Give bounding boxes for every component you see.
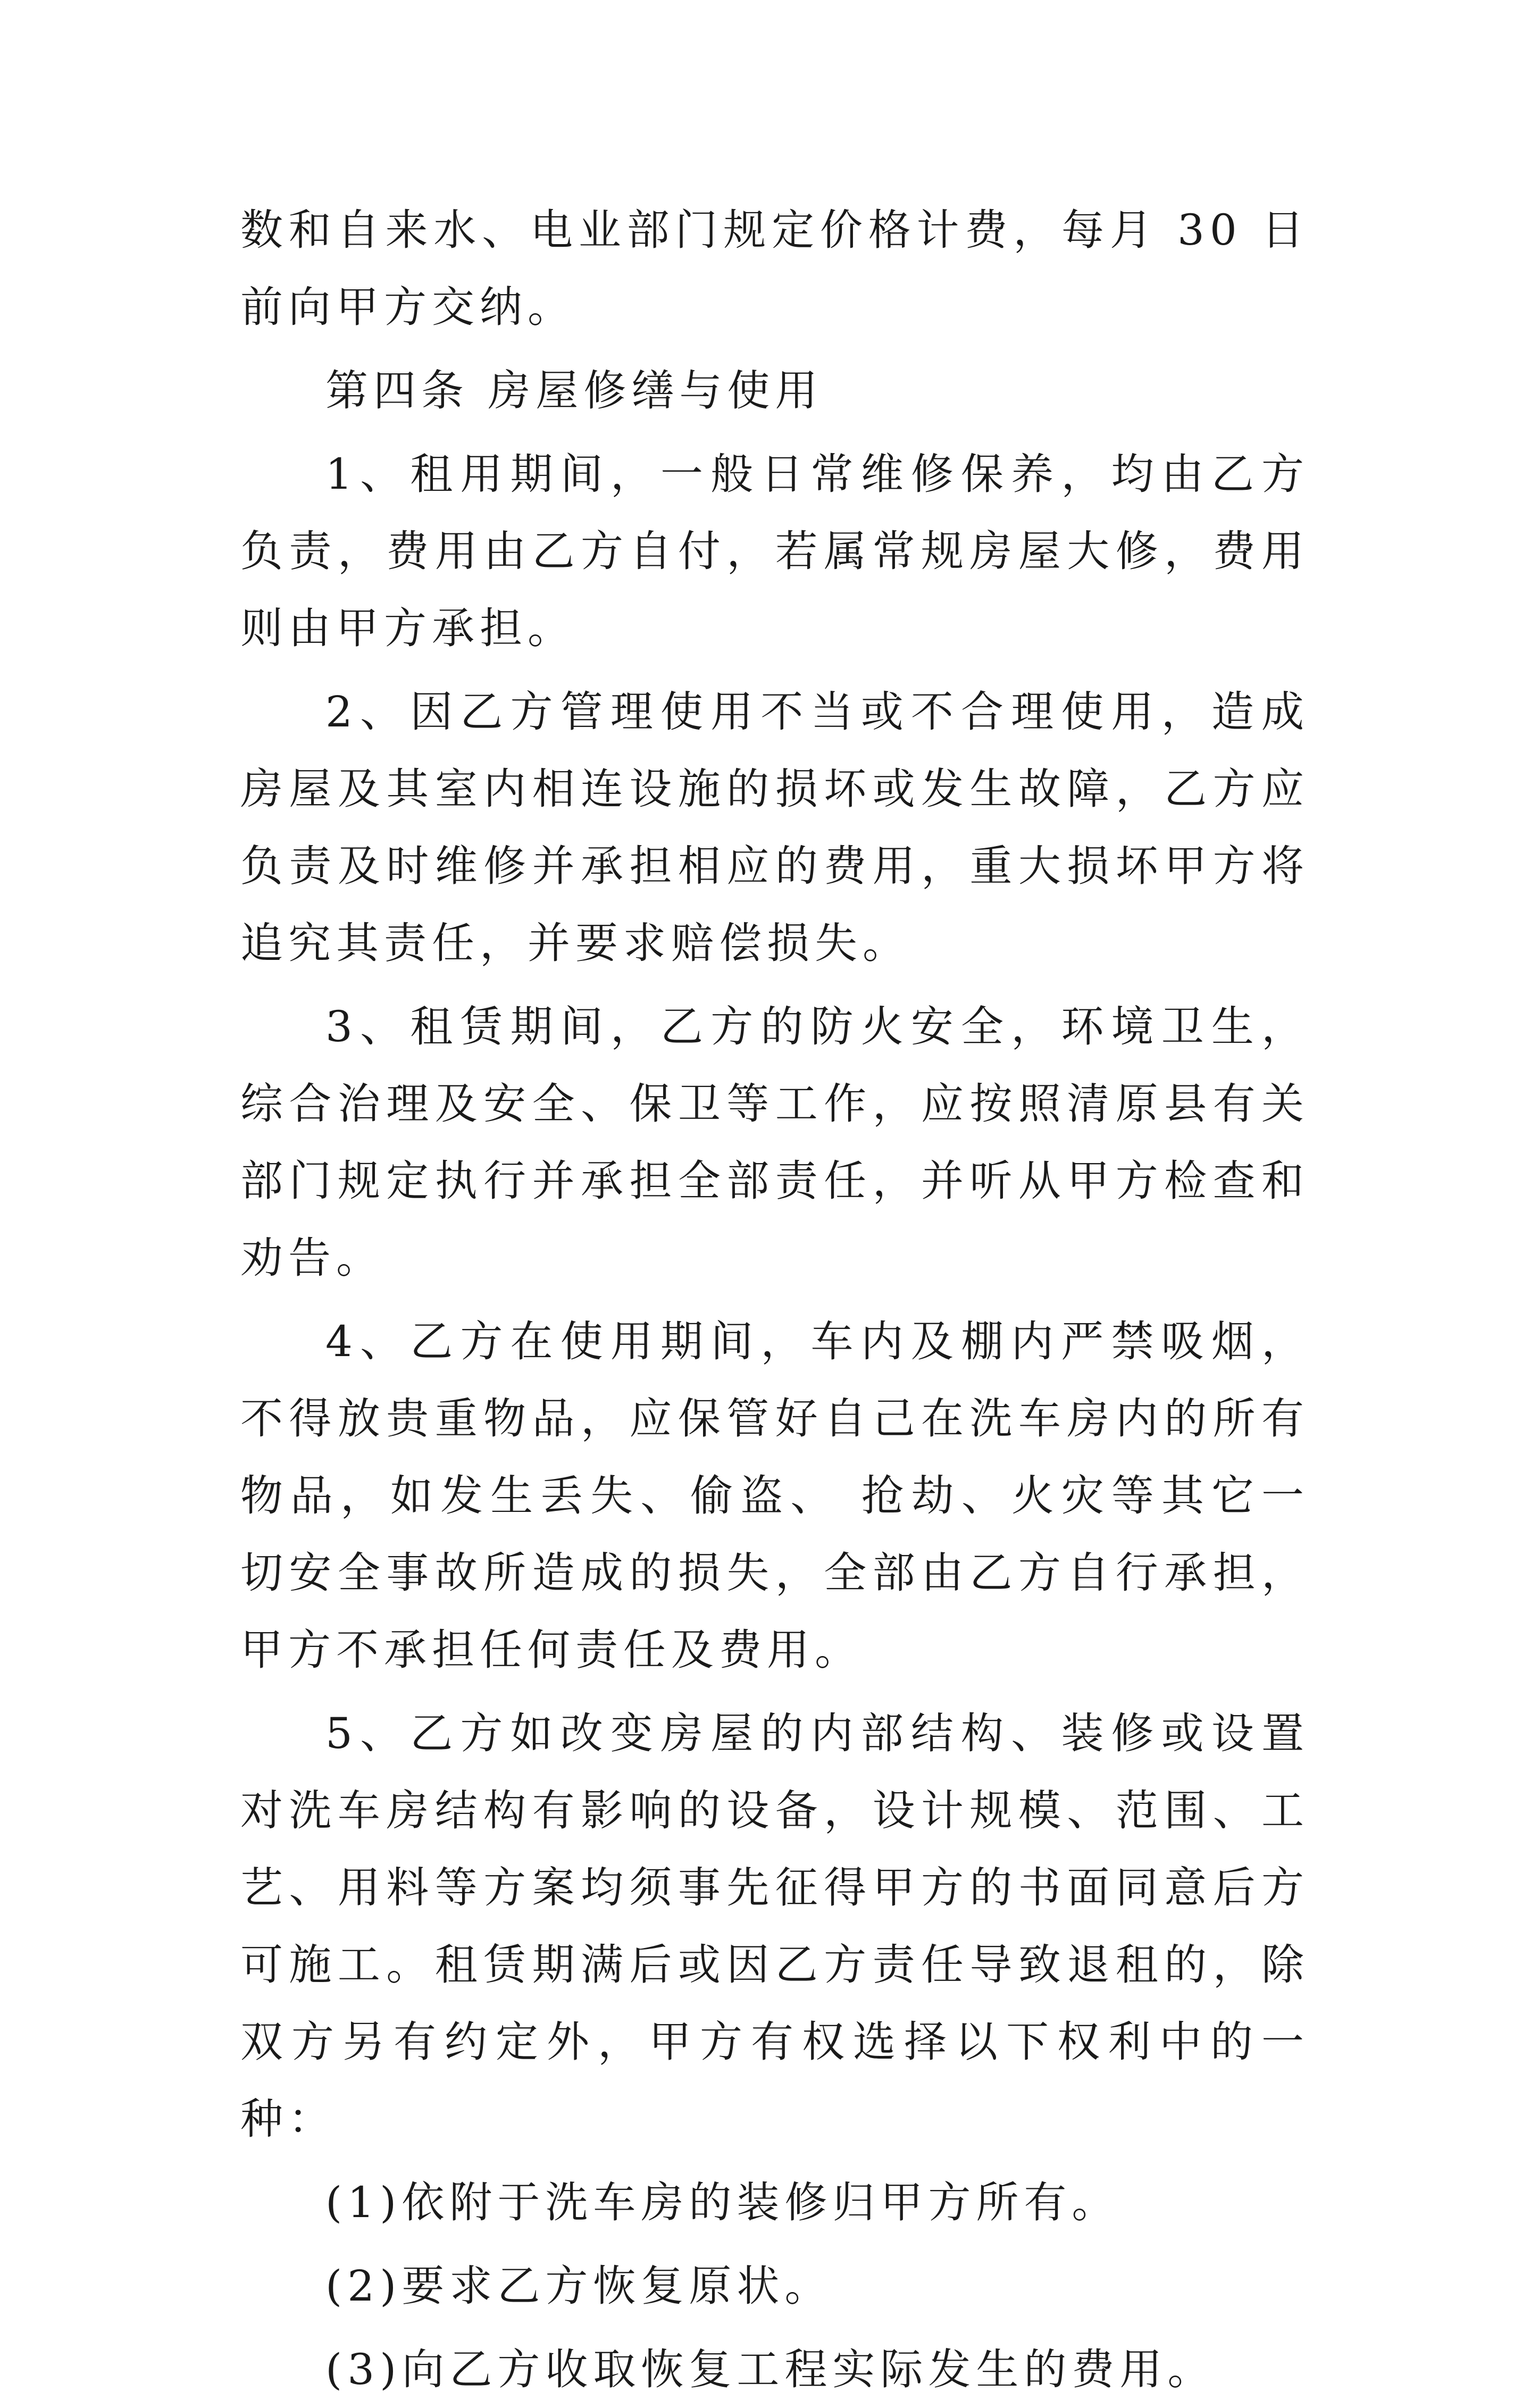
paragraph-continuation: 数和自来水、电业部门规定价格计费，每月 30 日前向甲方交纳。	[240, 205, 1309, 332]
article-heading: 第四条 房屋修缮与使用	[325, 366, 823, 415]
clause-1: 1、租用期间，一般日常维修保养，均由乙方负责，费用由乙方自付，若属常规房屋大修，费用则由甲方承担。	[240, 449, 1309, 653]
option-3: (3)向乙方收取恢复工程实际发生的费用。	[325, 2345, 1216, 2394]
clause-3: 3、租赁期间，乙方的防火安全，环境卫生，综合治理及安全、保卫等工作，应按照清原县有关部门规定执行并承担全部责任，并听从甲方检查和劝告。	[240, 1002, 1309, 1283]
clause-5: 5、乙方如改变房屋的内部结构、装修或设置对洗车房结构有影响的设备，设计规模、范围、工艺、用料等方案均须事先征得甲方的书面同意后方可施工。租赁期满后或因乙方责任导致退租的，除双方另有约定外，甲方有权选择以下权利中的一种：	[240, 1709, 1309, 2144]
clause-2: 2、因乙方管理使用不当或不合理使用，造成房屋及其室内相连设施的损坏或发生故障，乙方应负责及时维修并承担相应的费用，重大损坏甲方将追究其责任，并要求赔偿损失。	[240, 687, 1309, 968]
document-page	[240, 191, 1309, 2408]
option-1: (1)依附于洗车房的装修归甲方所有。	[325, 2178, 1120, 2227]
clause-4: 4、乙方在使用期间，车内及棚内严禁吸烟，不得放贵重物品，应保管好自己在洗车房内的所有物品，如发生丢失、偷盗、 抢劫、火灾等其它一切安全事故所造成的损失，全部由乙方自行承担，甲方不承担任何责任及费用。	[240, 1317, 1309, 1675]
option-2: (2)要求乙方恢复原状。	[325, 2261, 833, 2311]
